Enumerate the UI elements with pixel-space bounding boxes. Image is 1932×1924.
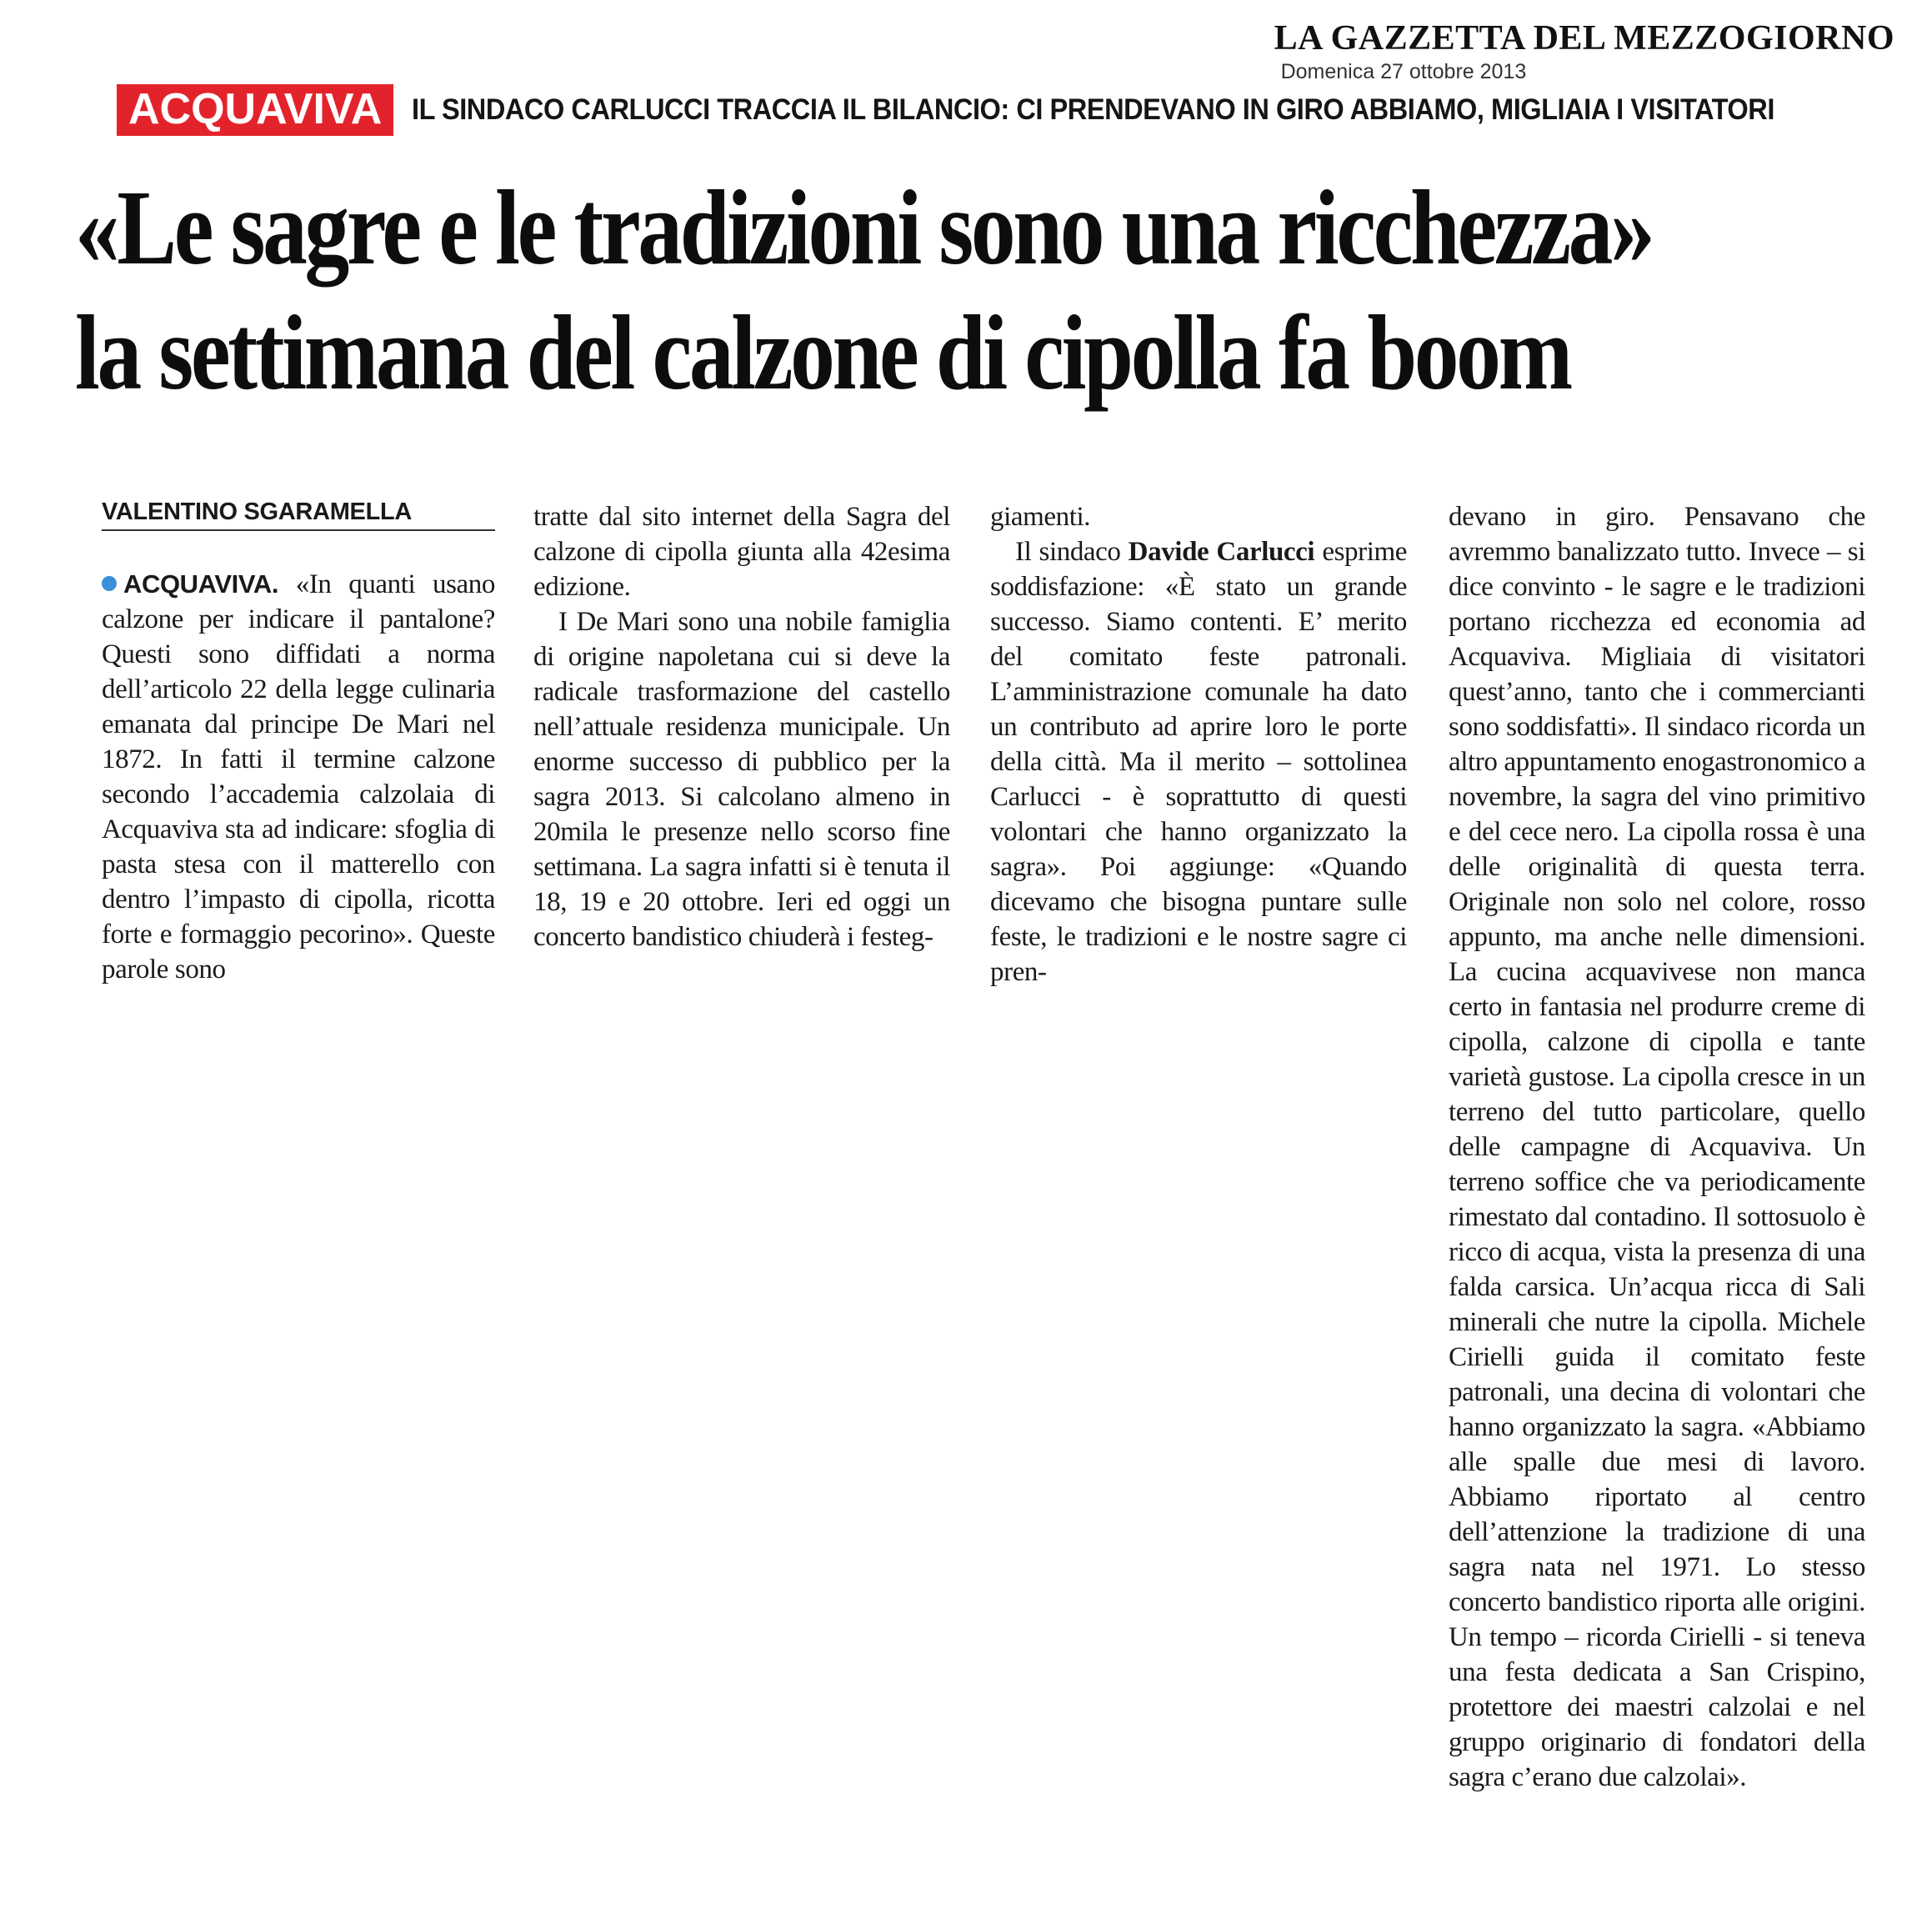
publication-date: Domenica 27 ottobre 2013 [1280, 60, 1527, 83]
paragraph-text: esprime soddisfazione: «È stato un grande successo. Siamo contenti. E’ merito del comitato feste patronali. L’amministrazione comunale ha dato un contributo ad aprire loro le porte della città. Ma il merito – sottolinea Carlucci - è soprattutto di questi volontari che hanno organizzato la sagra». Poi aggiunge: «Quando dicevamo che bisogna puntare sulle feste, le tradizioni e le nostre sagre ci pren- [990, 537, 1408, 987]
article-paragraph: I De Mari sono una nobile famiglia di origine napoletana cui si deve la radicale trasformazione del castello nell’attuale residenza municipale. Un enorme successo di pubblico per la sagra 2013. Si calcolano almeno in 20mila le presenze nello scorso fine settimana. La sagra infatti si è tenuta il 18, 19 e 20 ottobre. Ieri ed oggi un concerto bandistico chiuderà i festeg- [533, 607, 950, 952]
dateline: ACQUAVIVA. [123, 569, 279, 599]
article-column-3 [990, 499, 1407, 990]
main-headline [75, 165, 1653, 415]
byline: VALENTINO SGARAMELLA [102, 499, 495, 531]
article-paragraph [990, 534, 1407, 990]
article-paragraph: devano in giro. Pensavano che avremmo banalizzato tutto. Invece – si dice convinto - le sagre e le tradizioni portano ricchezza ed economia ad Acquaviva. Migliaia di visitatori quest’anno, tanto che i commercianti sono soddisfatti». Il sindaco ricorda un altro appuntamento enogastronomico a novembre, la sagra del vino primitivo e del cece nero. La cipolla rossa è una delle originalità di questa terra. Originale non solo nel colore, rosso appunto, ma anche nelle dimensioni. La cucina acquavivese non manca certo in fantasia nel produrre creme di cipolla, calzone di cipolla e tante varietà gustose. La cipolla cresce in un terreno del tutto particolare, quello delle campagne di Acquaviva. Un terreno soffice che va periodicamente rimestato dal contadino. Il sottosuolo è ricco di acqua, vista la presenza di una falda carsica. Un’acqua ricca di Sali minerali che nutre la cipolla. Michele Cirielli guida il comitato feste patronali, una decina di volontari che hanno organizzato la sagra. «Abbiamo alle spalle due mesi di lavoro. Abbiamo riportato al centro dell’attenzione la tradizione di una sagra nata nel 1971. Lo stesso concerto bandistico riporta alle origini. Un tempo – ricorda Cirielli - si teneva una festa dedicata a San Crispino, protettore dei maestri calzolai e nel gruppo originario di fondatori della sagra c’erano due calzolai». [1449, 502, 1865, 1792]
mayor-name: Davide Carlucci [1128, 537, 1315, 567]
kicker-headline: IL SINDACO CARLUCCI TRACCIA IL BILANCIO: CI PRENDEVANO IN GIRO ABBIAMO, MIGLIAIA I VISITATORI [412, 93, 1775, 126]
section-label: ACQUAVIVA [117, 84, 393, 136]
kicker-row [117, 77, 1894, 143]
paragraph-text: Il sindaco [1015, 537, 1129, 567]
bullet-dot-icon [102, 576, 117, 591]
article-column-2 [533, 499, 950, 954]
masthead [1274, 18, 1894, 84]
headline-line-2: la settimana del calzone di cipolla fa boom [75, 293, 1570, 412]
article-column-1 [102, 567, 495, 987]
article-column-4 [1449, 499, 1865, 1795]
article-paragraph: giamenti. [990, 502, 1091, 532]
article-paragraph: tratte dal sito internet della Sagra del calzone di cipolla giunta alla 42esima edizione. [533, 502, 950, 602]
paragraph-text: «In quanti usano calzone per indicare il pantalone? Questi sono diffidati a norma dell’articolo 22 della legge culinaria emanata dal principe De Mari nel 1872. In fatti il termine calzone secondo l’accademia calzolaia di Acquaviva sta ad indicare: sfoglia di pasta stesa con il matterello con dentro l’impasto di cipolla, ricotta forte e formaggio pecorino». Queste parole sono [102, 569, 495, 985]
headline-line-1: «Le sagre e le tradizioni sono una ricchezza» [75, 168, 1653, 287]
article-paragraph [102, 567, 495, 987]
newspaper-name: LA GAZZETTA DEL MEZZOGIORNO [1274, 19, 1894, 58]
